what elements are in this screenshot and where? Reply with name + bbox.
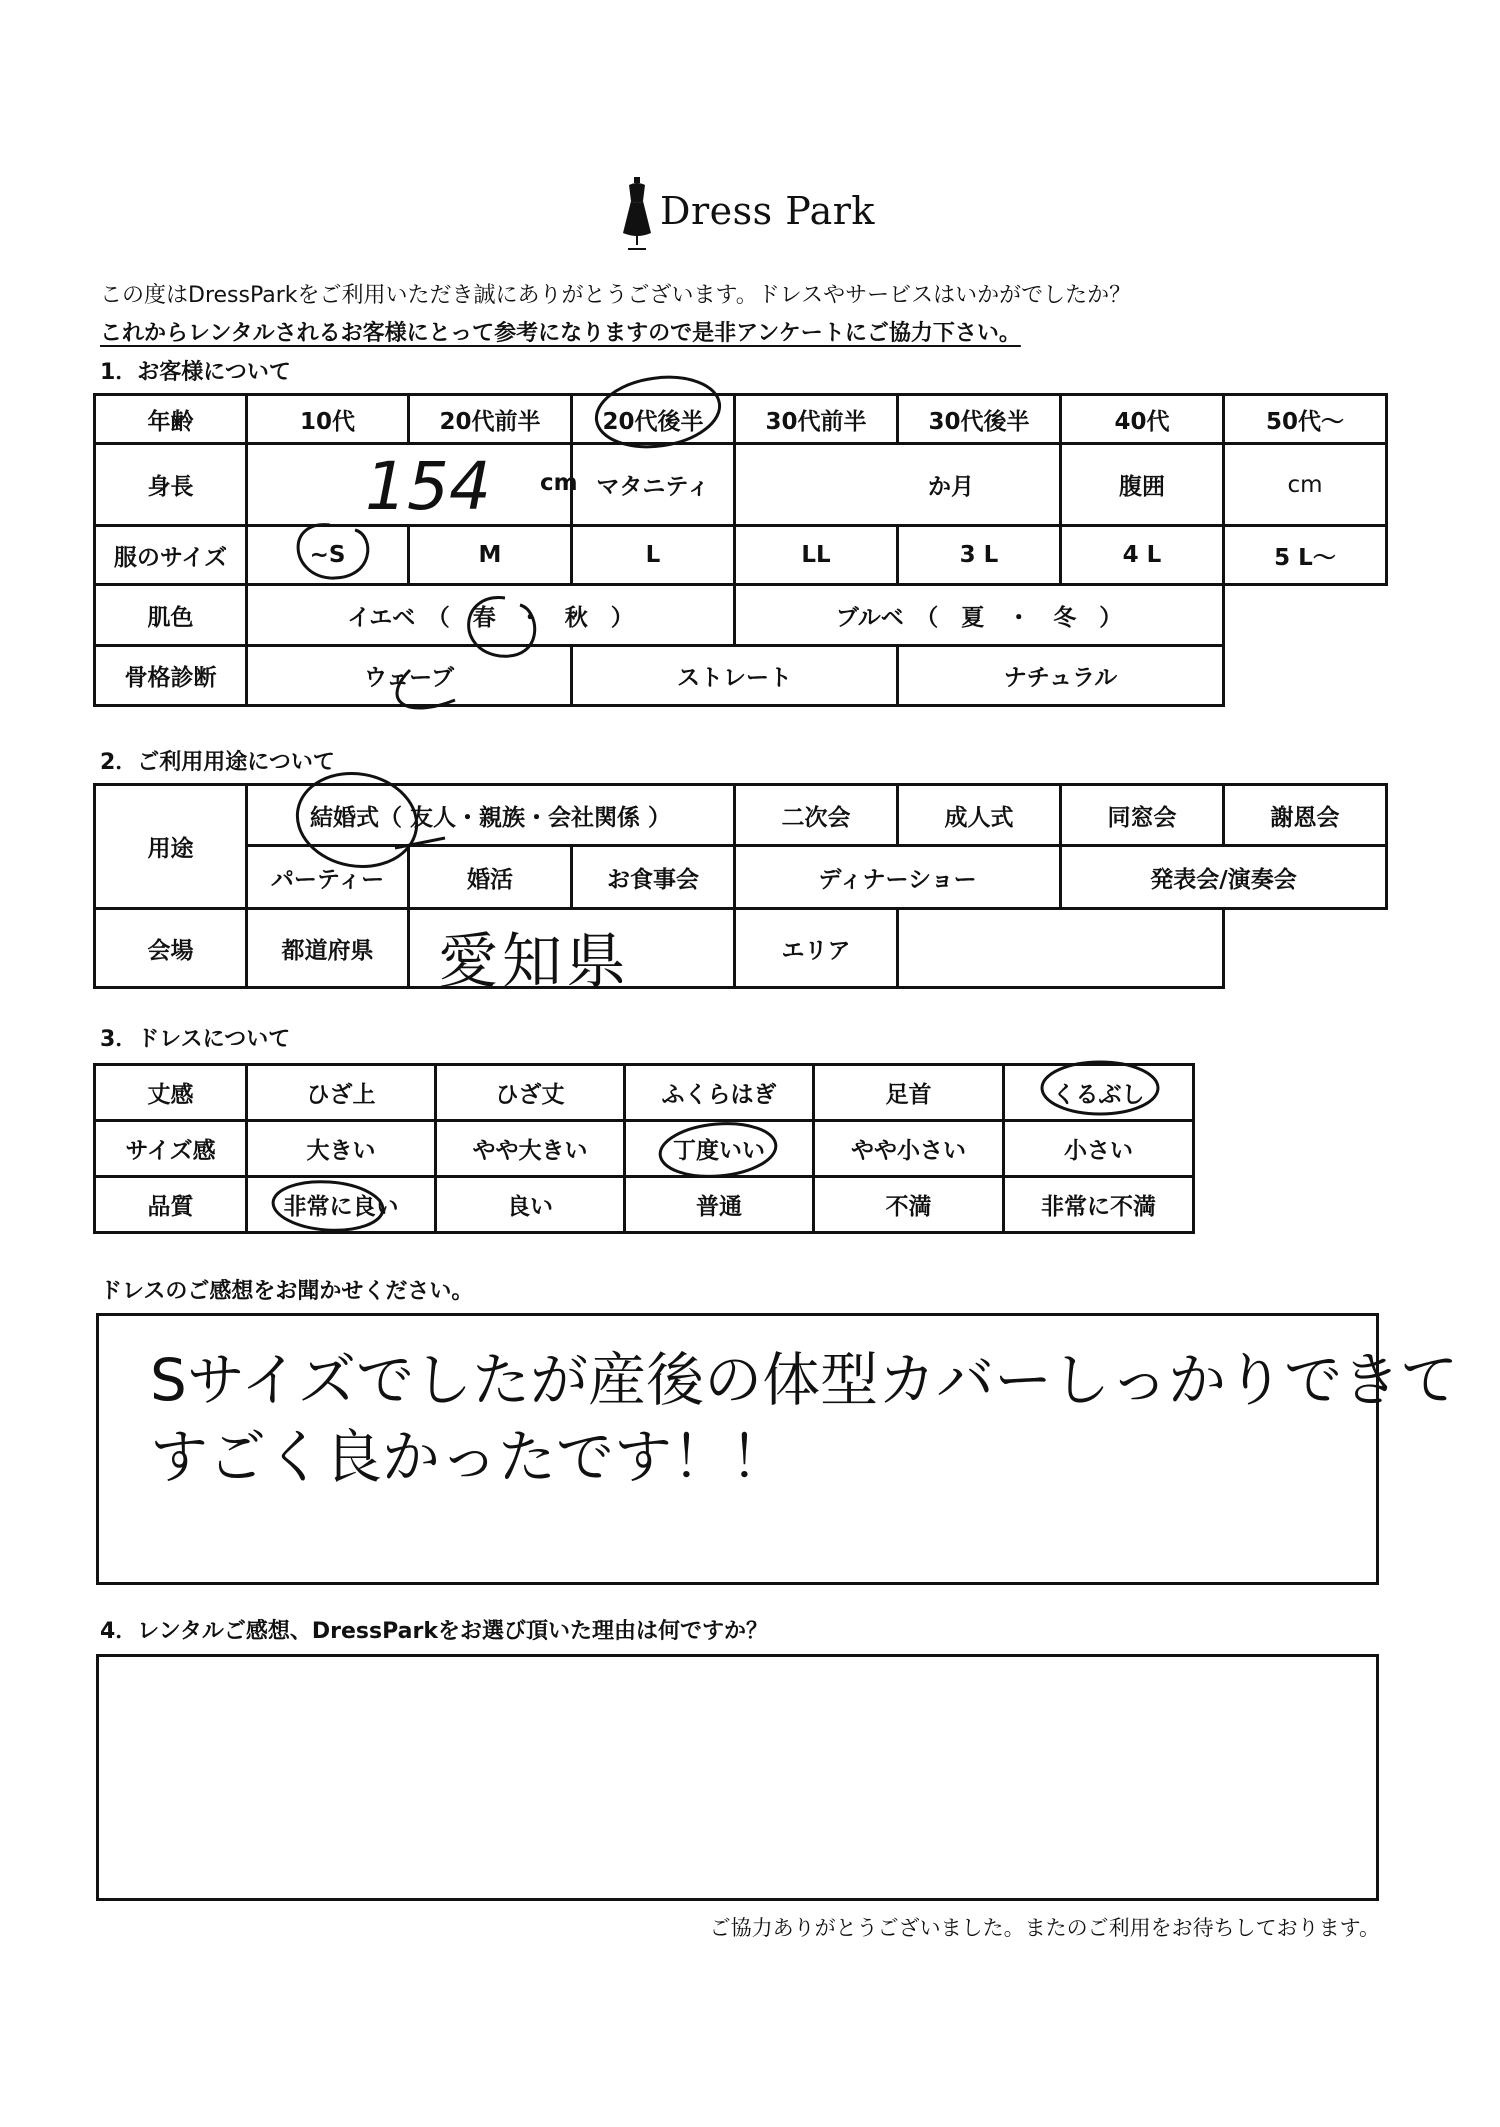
age-option[interactable]: 30代前半 bbox=[733, 393, 899, 445]
length-option[interactable]: ふくらはぎ bbox=[623, 1063, 815, 1122]
height-label: 身長 bbox=[93, 442, 248, 527]
maternity-months-field[interactable]: か月 bbox=[733, 442, 1062, 527]
fit-label: サイズ感 bbox=[93, 1119, 248, 1178]
skin-label: 肌色 bbox=[93, 583, 248, 647]
section3-title: 3．ドレスについて bbox=[100, 1027, 291, 1052]
footer-thanks: ご協力ありがとうございました。またのご利用をお待ちしております。 bbox=[709, 1916, 1380, 1940]
purpose-konkatsu[interactable]: 婚活 bbox=[407, 844, 573, 910]
purpose-party[interactable]: パーティー bbox=[245, 844, 410, 910]
age-option[interactable]: 50代～ bbox=[1222, 393, 1388, 445]
age-option[interactable]: 30代後半 bbox=[896, 393, 1062, 445]
frame-option[interactable]: ストレート bbox=[570, 644, 899, 707]
length-option-selected[interactable]: くるぶし bbox=[1002, 1063, 1195, 1122]
age-option[interactable]: 20代前半 bbox=[407, 393, 573, 445]
quality-label: 品質 bbox=[93, 1175, 248, 1234]
area-label: エリア bbox=[733, 907, 899, 989]
length-option[interactable]: 足首 bbox=[812, 1063, 1005, 1122]
skin-yellow-base[interactable]: イエベ （ 春 ・ 秋 ） bbox=[245, 583, 736, 647]
size-option[interactable]: M bbox=[407, 524, 573, 586]
section1-title: 1．お客様について bbox=[100, 360, 291, 385]
prefecture-value: 愛知県 bbox=[438, 927, 630, 997]
age-option[interactable]: 10代 bbox=[245, 393, 410, 445]
size-option[interactable]: LL bbox=[733, 524, 899, 586]
dress-comment-prompt: ドレスのご感想をお聞かせください。 bbox=[100, 1279, 474, 1304]
skin-blue-base[interactable]: ブルベ （ 夏 ・ 冬 ） bbox=[733, 583, 1225, 647]
size-option-selected[interactable]: ~S bbox=[245, 524, 410, 586]
fit-option[interactable]: 大きい bbox=[245, 1119, 437, 1178]
section2-title: 2．ご利用用途について bbox=[100, 750, 335, 775]
purpose-label: 用途 bbox=[93, 783, 248, 910]
dress-form-icon bbox=[620, 175, 654, 255]
waist-label: 腹囲 bbox=[1059, 442, 1225, 527]
length-option[interactable]: ひざ丈 bbox=[434, 1063, 626, 1122]
intro-line-1: この度はDressParkをご利用いただき誠にありがとうございます。ドレスやサービスはいかがでしたか？ bbox=[100, 283, 1132, 308]
size-option[interactable]: 4 L bbox=[1059, 524, 1225, 586]
section4-title: 4．レンタルご感想、DressParkをお選び頂いた理由は何ですか？ bbox=[100, 1619, 768, 1644]
frame-option[interactable]: ナチュラル bbox=[896, 644, 1225, 707]
fit-option[interactable]: やや小さい bbox=[812, 1119, 1005, 1178]
purpose-afterparty[interactable]: 二次会 bbox=[733, 783, 899, 847]
intro-line-2: これからレンタルされるお客様にとって参考になりますので是非アンケートにご協力下さい。 bbox=[100, 321, 1021, 346]
frame-label: 骨格診断 bbox=[93, 644, 248, 707]
length-label: 丈感 bbox=[93, 1063, 248, 1122]
quality-option[interactable]: 不満 bbox=[812, 1175, 1005, 1234]
brand-name: Dress Park bbox=[660, 189, 875, 233]
fit-option-selected[interactable]: 丁度いい bbox=[623, 1119, 815, 1178]
quality-option-selected[interactable]: 非常に良い bbox=[245, 1175, 437, 1234]
size-option[interactable]: L bbox=[570, 524, 736, 586]
age-label: 年齢 bbox=[93, 393, 248, 445]
length-option[interactable]: ひざ上 bbox=[245, 1063, 437, 1122]
age-option-selected[interactable]: 20代後半 bbox=[570, 393, 736, 445]
quality-option[interactable]: 普通 bbox=[623, 1175, 815, 1234]
dress-comment-line-2: すごく良かったです！！ bbox=[150, 1423, 789, 1491]
size-option[interactable]: 3 L bbox=[896, 524, 1062, 586]
prefecture-label: 都道府県 bbox=[245, 907, 410, 989]
height-value: 154 bbox=[365, 448, 491, 525]
height-unit: cm bbox=[540, 470, 578, 496]
dress-comment-line-1: Sサイズでしたが産後の体型カバーしっかりできて bbox=[150, 1346, 1459, 1414]
size-label: 服のサイズ bbox=[93, 524, 248, 586]
purpose-recital[interactable]: 発表会/演奏会 bbox=[1059, 844, 1388, 910]
quality-option[interactable]: 良い bbox=[434, 1175, 626, 1234]
purpose-dinner-show[interactable]: ディナーショー bbox=[733, 844, 1062, 910]
brand-logo bbox=[620, 175, 920, 255]
venue-label: 会場 bbox=[93, 907, 248, 989]
purpose-dinner[interactable]: お食事会 bbox=[570, 844, 736, 910]
purpose-coming-of-age[interactable]: 成人式 bbox=[896, 783, 1062, 847]
waist-field[interactable]: cm bbox=[1222, 442, 1388, 527]
maternity-label: マタニティ bbox=[570, 442, 736, 527]
purpose-thanks-party[interactable]: 謝恩会 bbox=[1222, 783, 1388, 847]
rental-comment-box[interactable] bbox=[96, 1654, 1379, 1901]
frame-option-selected[interactable]: ウェーブ bbox=[245, 644, 573, 707]
area-field[interactable] bbox=[896, 907, 1225, 989]
fit-option[interactable]: 小さい bbox=[1002, 1119, 1195, 1178]
size-option[interactable]: 5 L～ bbox=[1222, 524, 1388, 586]
age-option[interactable]: 40代 bbox=[1059, 393, 1225, 445]
quality-option[interactable]: 非常に不満 bbox=[1002, 1175, 1195, 1234]
fit-option[interactable]: やや大きい bbox=[434, 1119, 626, 1178]
purpose-reunion[interactable]: 同窓会 bbox=[1059, 783, 1225, 847]
purpose-wedding[interactable]: 結婚式（ 友人・親族・会社関係 ） bbox=[245, 783, 736, 847]
